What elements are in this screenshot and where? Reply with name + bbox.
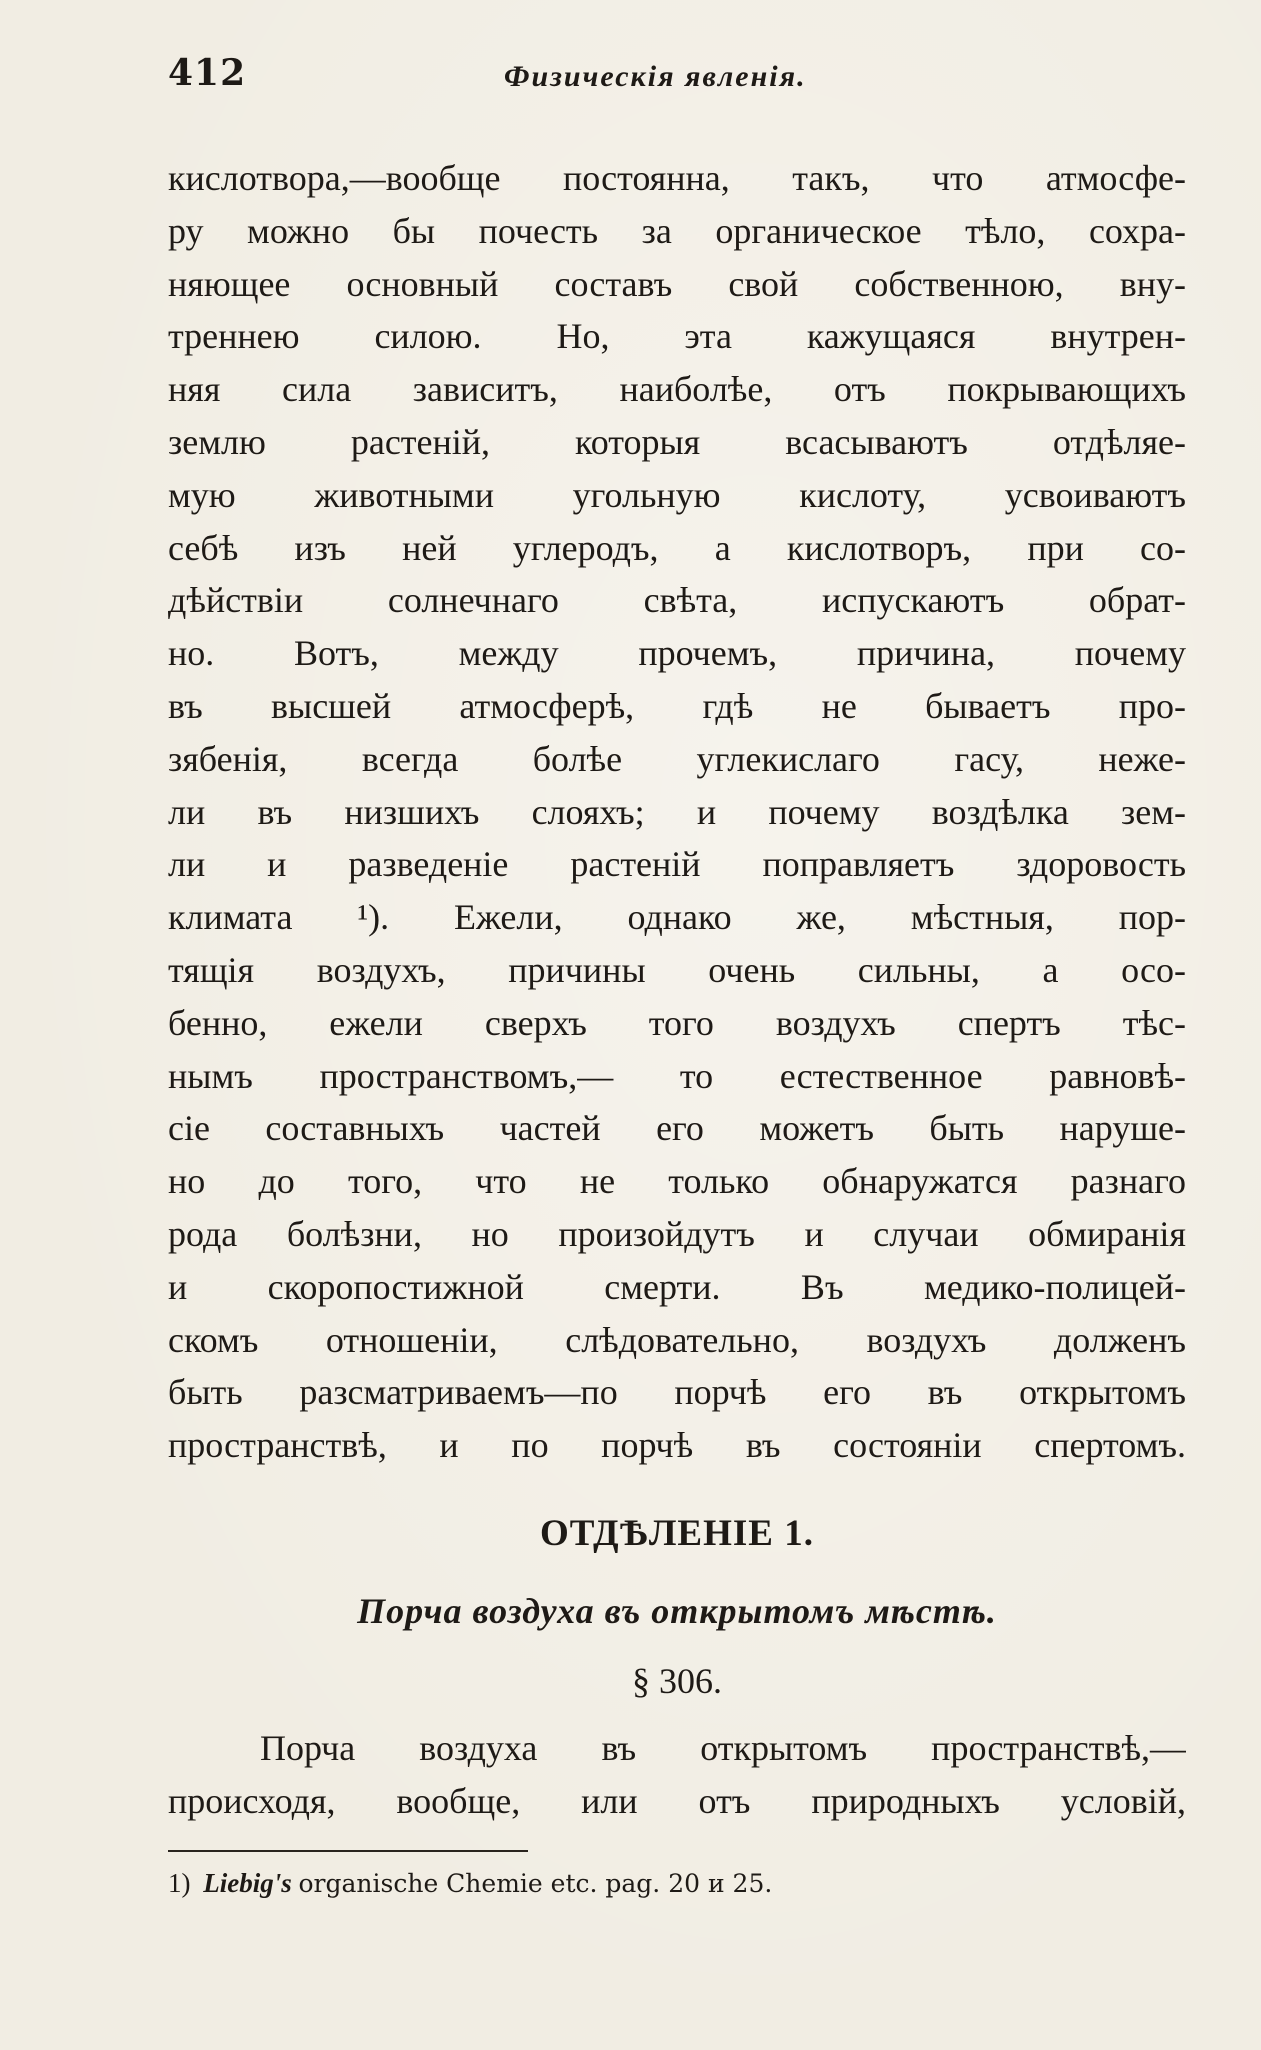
text-line: и скоропостижной смерти. Въ медико-полицей- [168, 1266, 1186, 1307]
paragraph-number: § 306. [632, 1661, 722, 1701]
section-subtitle: Порча воздуха въ открытомъ мѣстѣ. [357, 1591, 997, 1631]
text-line: треннею силою. Но, эта кажущаяся внутрен- [168, 316, 1186, 357]
page-number: 412 [168, 52, 247, 94]
text-line: зябенія, всегда болѣе углекислаго гасу, неже- [168, 738, 1186, 779]
text-line: няющее основный составъ свой собственною, вну- [168, 263, 1186, 304]
text-line: ру можно бы почесть за органическое тѣло, сохра- [168, 210, 1186, 251]
text-line: Порча воздуха въ открытомъ пространствѣ,— [260, 1728, 1186, 1768]
text-line: происходя, вообще, или отъ природныхъ условій, [168, 1780, 1186, 1821]
text-line: но до того, что не только обнаружатся разнаго [168, 1161, 1186, 1202]
footnote-text: organische Chemie etc. pag. 20 и 25. [298, 1869, 773, 1898]
text-line: сіе составныхъ частей его можетъ быть наруше- [168, 1108, 1186, 1149]
main-paragraph [168, 152, 1186, 1472]
text-line: быть разсматриваемъ—по порчѣ его въ открытомъ [168, 1372, 1186, 1413]
text-line: бенно, ежели сверхъ того воздухъ спертъ тѣс- [168, 1002, 1186, 1043]
text-line: пространствѣ, и по порчѣ въ состояніи спертомъ. [168, 1425, 1186, 1466]
text-line: землю растеній, которыя всасываютъ отдѣляе- [168, 421, 1186, 462]
text-line: въ высшей атмосферѣ, гдѣ не бываетъ про- [168, 685, 1186, 726]
page-header [168, 52, 1098, 102]
running-title: Физическія явленія. [504, 60, 807, 93]
text-line: климата ¹). Ежели, однако же, мѣстныя, пор- [168, 897, 1186, 938]
text-line: скомъ отношеніи, слѣдовательно, воздухъ долженъ [168, 1319, 1186, 1360]
footnote-number: 1) [168, 1868, 191, 1898]
text-line: ли въ низшихъ слояхъ; и почему воздѣлка зем- [168, 791, 1186, 832]
text-line: но. Вотъ, между прочемъ, причина, почему [168, 633, 1186, 674]
section-paragraph [168, 1722, 1186, 1828]
text-line: себѣ изъ ней углеродъ, а кислотворъ, при со- [168, 527, 1186, 568]
footnote-author: Liebig's [203, 1868, 292, 1898]
text-line: дѣйствіи солнечнаго свѣта, испускаютъ обрат- [168, 580, 1186, 621]
footnote [168, 1868, 1186, 1899]
text-line: кислотвора,—вообще постоянна, такъ, что атмосфе- [168, 158, 1186, 198]
text-line: рода болѣзни, но произойдутъ и случаи обмиранія [168, 1213, 1186, 1254]
text-line: нымъ пространствомъ,— то естественное равновѣ- [168, 1055, 1186, 1096]
text-line: няя сила зависитъ, наиболѣе, отъ покрывающихъ [168, 369, 1186, 410]
footnote-divider [168, 1850, 528, 1852]
section-heading: ОТДѢЛЕНІЕ 1. [540, 1513, 814, 1554]
text-line: тящія воздухъ, причины очень сильны, а осо- [168, 949, 1186, 990]
text-line: ли и разведеніе растеній поправляетъ здоровость [168, 844, 1186, 885]
text-line: мую животными угольную кислоту, усвоиваютъ [168, 474, 1186, 515]
